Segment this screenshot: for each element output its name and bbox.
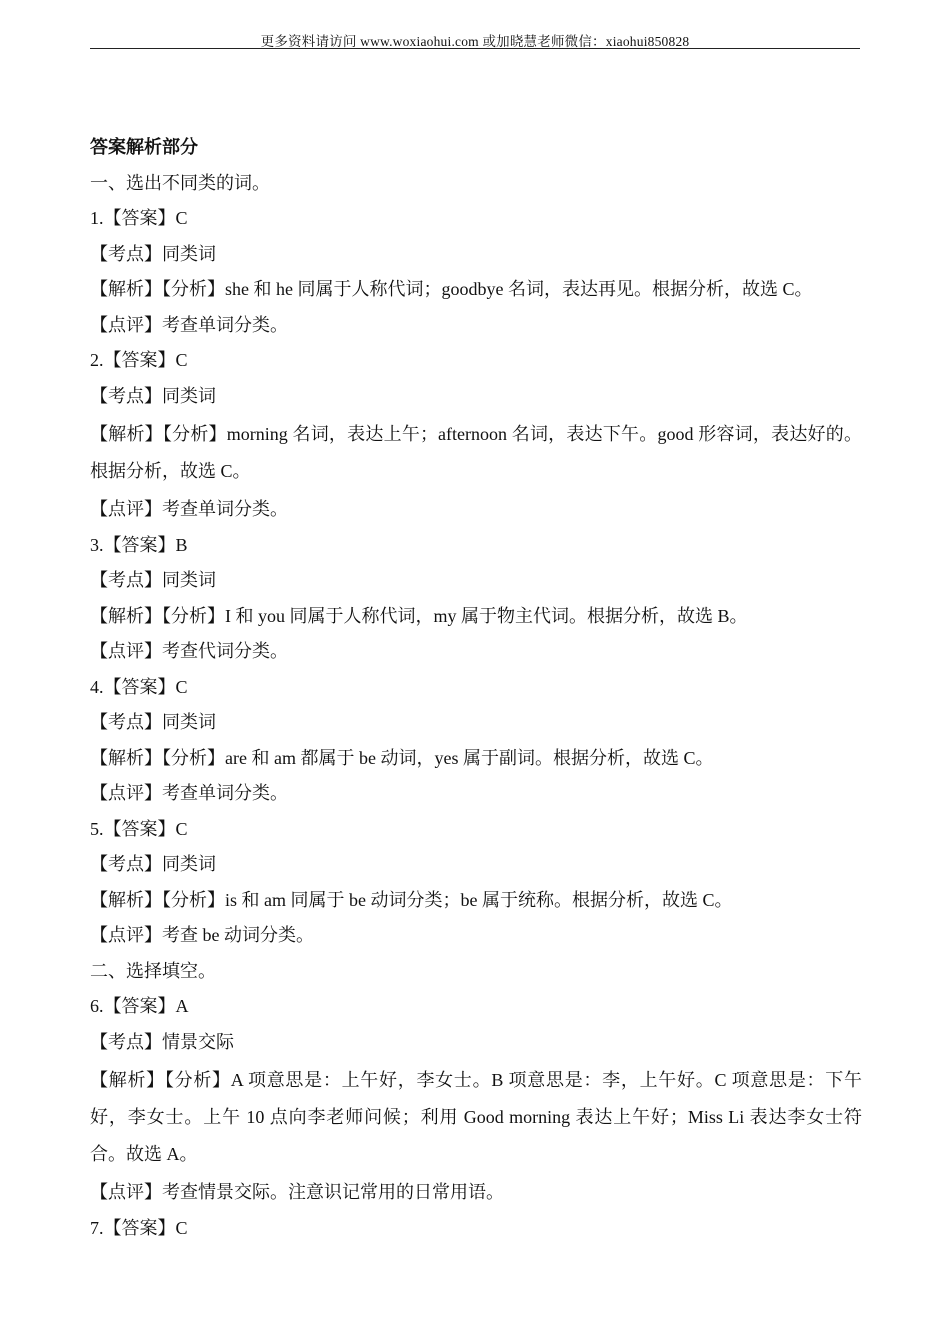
answer-line: 4.【答案】C [90,676,188,697]
analysis-paragraph: 【解析】【分析】morning 名词，表达上午；afternoon 名词，表达下午。good 形容词，表达好的。根据分析，故选 C。 [90,424,862,481]
part-heading: 二、选择填空。 [90,960,216,981]
topic-line: 【考点】同类词 [90,243,216,264]
comment-line: 【点评】考查单词分类。 [90,783,288,803]
answer-line: 1.【答案】C [90,208,188,228]
answer-line: 7.【答案】C [90,1217,188,1238]
analysis-line: 【解析】【分析】she 和 he 同属于人称代词；goodbye 名词，表达再见。根据分析，故选 C。 [90,279,813,299]
comment-line: 【点评】考查代词分类。 [90,641,288,661]
topic-line: 【考点】同类词 [90,385,216,406]
analysis-line: 【解析】【分析】I 和 you 同属于人称代词，my 属于物主代词。根据分析，故选 B。 [90,605,748,626]
answer-line: 3.【答案】B [90,534,188,555]
comment-line: 【点评】考查单词分类。 [90,499,288,519]
comment-line: 【点评】考查情景交际。注意识记常用的日常用语。 [90,1182,504,1202]
page-header: 更多资料请访问 www.woxiaohui.com 或加晓慧老师微信：xiaohui850828 [260,34,690,49]
analysis-line: 【解析】【分析】is 和 am 同属于 be 动词分类；be 属于统称。根据分析，故选 C。 [90,889,733,910]
analysis-line: 【解析】【分析】are 和 am 都属于 be 动词，yes 属于副词。根据分析，故选 C。 [90,747,714,768]
answer-line: 2.【答案】C [90,350,188,370]
part-heading: 一、选出不同类的词。 [90,172,270,193]
topic-line: 【考点】同类词 [90,570,216,590]
document-body [90,130,862,1246]
comment-line: 【点评】考查单词分类。 [90,314,288,335]
answer-line: 5.【答案】C [90,818,188,839]
comment-line: 【点评】考查 be 动词分类。 [90,925,314,945]
header-divider [90,48,860,49]
answer-line: 6.【答案】A [90,996,189,1016]
analysis-paragraph: 【解析】【分析】A 项意思是：上午好，李女士。B 项意思是：李，上午好。C 项意思是：下午好，李女士。上午 10 点向李老师问候；利用 Good morning 表达上午好；Miss Li 表达李女士符合。故选 A。 [90,1070,862,1164]
section-title: 答案解析部分 [90,137,198,157]
topic-line: 【考点】同类词 [90,712,216,732]
topic-line: 【考点】同类词 [90,854,216,874]
topic-line: 【考点】情景交际 [90,1031,234,1052]
